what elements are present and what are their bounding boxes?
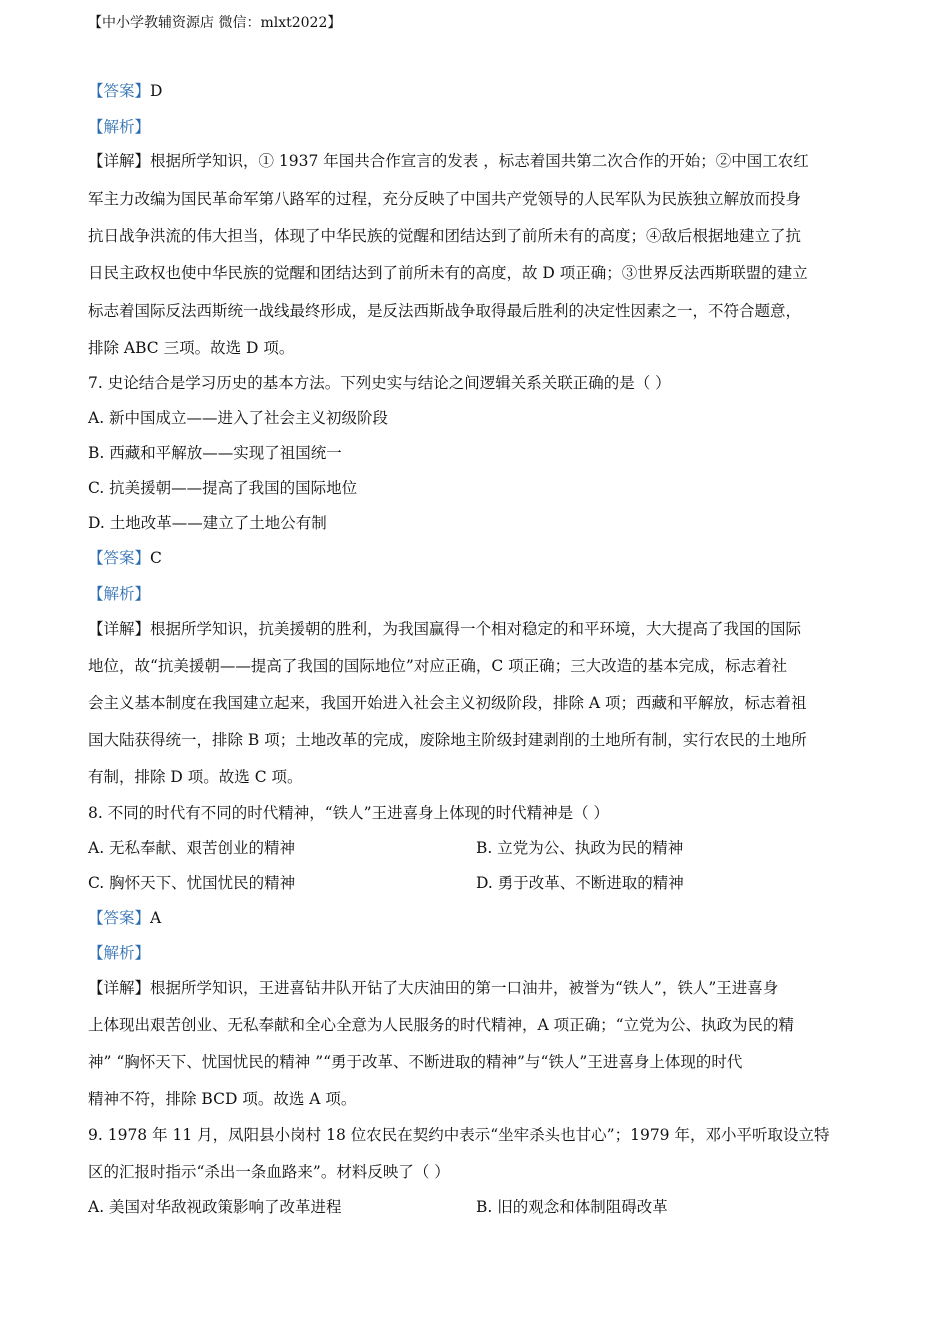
option-a: A. 无私奉献、艰苦创业的精神 bbox=[88, 839, 296, 857]
detail-line: 抗日战争洪流的伟大担当，体现了中华民族的觉醒和团结达到了前所未有的高度；④敌后根据地建立了抗 bbox=[88, 227, 802, 245]
question-stem-q7: 7. 史论结合是学习历史的基本方法。下列史实与结论之间逻辑关系关联正确的是（ ） bbox=[88, 374, 671, 392]
detail-line: 地位，故“抗美援朝——提高了我国的国际地位”对应正确，C 项正确；三大改造的基本完成，标志着社 bbox=[88, 657, 788, 675]
option-b: B. 旧的观念和体制阻碍改革 bbox=[476, 1198, 668, 1216]
detail-line: 标志着国际反法西斯统一战线最终形成，是反法西斯战争取得最后胜利的决定性因素之一，不符合题意， bbox=[88, 302, 802, 320]
option-d: D. 土地改革——建立了土地公有制 bbox=[88, 514, 327, 532]
detail-line: 排除 ABC 三项。故选 D 项。 bbox=[88, 339, 295, 357]
analysis-label: 【解析】 bbox=[88, 585, 151, 603]
analysis-label: 【解析】 bbox=[88, 944, 151, 962]
option-c: C. 抗美援朝——提高了我国的国际地位 bbox=[88, 479, 358, 497]
detail-line: 【详解】根据所学知识，① 1937 年国共合作宣言的发表 ，标志着国共第二次合作的开始；②中国工农红 bbox=[88, 152, 809, 170]
detail-line: 上体现出艰苦创业、无私奉献和全心全意为人民服务的时代精神，A 项正确；“立党为公、执政为民的精 bbox=[88, 1016, 795, 1034]
question-stem-q8: 8. 不同的时代有不同的时代精神，“铁人”王进喜身上体现的时代精神是（ ） bbox=[88, 804, 609, 822]
detail-line: 会主义基本制度在我国建立起来，我国开始进入社会主义初级阶段，排除 A 项；西藏和平解放，标志着祖 bbox=[88, 694, 807, 712]
option-a: A. 美国对华敌视政策影响了改革进程 bbox=[88, 1198, 342, 1216]
detail-line: 【详解】根据所学知识，抗美援朝的胜利，为我国赢得一个相对稳定的和平环境，大大提高了我国的国际 bbox=[88, 620, 802, 638]
option-a: A. 新中国成立——进入了社会主义初级阶段 bbox=[88, 409, 389, 427]
answer-value: A bbox=[150, 909, 162, 927]
answer-value: D bbox=[150, 82, 163, 100]
answer-line-q6 bbox=[88, 80, 162, 102]
detail-line: 精神不符，排除 BCD 项。故选 A 项。 bbox=[88, 1090, 357, 1108]
question-stem-q9: 9. 1978 年 11 月，凤阳县小岗村 18 位农民在契约中表示“坐牢杀头也甘心”；1979 年，邓小平听取设立特 bbox=[88, 1126, 830, 1144]
detail-line: 国大陆获得统一，排除 B 项；土地改革的完成，废除地主阶级封建剥削的土地所有制，实行农民的土地所 bbox=[88, 731, 807, 749]
answer-label: 【答案】 bbox=[88, 82, 151, 100]
page-header: 【中小学教辅资源店 微信：mlxt2022】 bbox=[88, 15, 342, 31]
answer-value: C bbox=[150, 549, 162, 567]
detail-line: 军主力改编为国民革命军第八路军的过程，充分反映了中国共产党领导的人民军队为民族独立解放而投身 bbox=[88, 190, 802, 208]
detail-line: 有制，排除 D 项。故选 C 项。 bbox=[88, 768, 303, 786]
option-d: D. 勇于改革、不断进取的精神 bbox=[476, 874, 684, 892]
detail-line: 神” “胸怀天下、忧国忧民的精神 ”“勇于改革、不断进取的精神”与“铁人”王进喜身上体现的时代 bbox=[88, 1053, 743, 1071]
option-c: C. 胸怀天下、忧国忧民的精神 bbox=[88, 874, 296, 892]
answer-label: 【答案】 bbox=[88, 909, 151, 927]
detail-line: 日民主政权也使中华民族的觉醒和团结达到了前所未有的高度，故 D 项正确；③世界反法西斯联盟的建立 bbox=[88, 264, 808, 282]
option-b: B. 立党为公、执政为民的精神 bbox=[476, 839, 684, 857]
answer-line-q7 bbox=[88, 547, 162, 569]
question-stem-q9-cont: 区的汇报时指示“杀出一条血路来”。材料反映了（ ） bbox=[88, 1163, 450, 1181]
option-b: B. 西藏和平解放——实现了祖国统一 bbox=[88, 444, 342, 462]
answer-label: 【答案】 bbox=[88, 549, 151, 567]
detail-line: 【详解】根据所学知识，王进喜钻井队开钻了大庆油田的第一口油井，被誉为“铁人”，铁人”王进喜身 bbox=[88, 979, 779, 997]
answer-line-q8 bbox=[88, 907, 161, 929]
analysis-label: 【解析】 bbox=[88, 118, 151, 136]
